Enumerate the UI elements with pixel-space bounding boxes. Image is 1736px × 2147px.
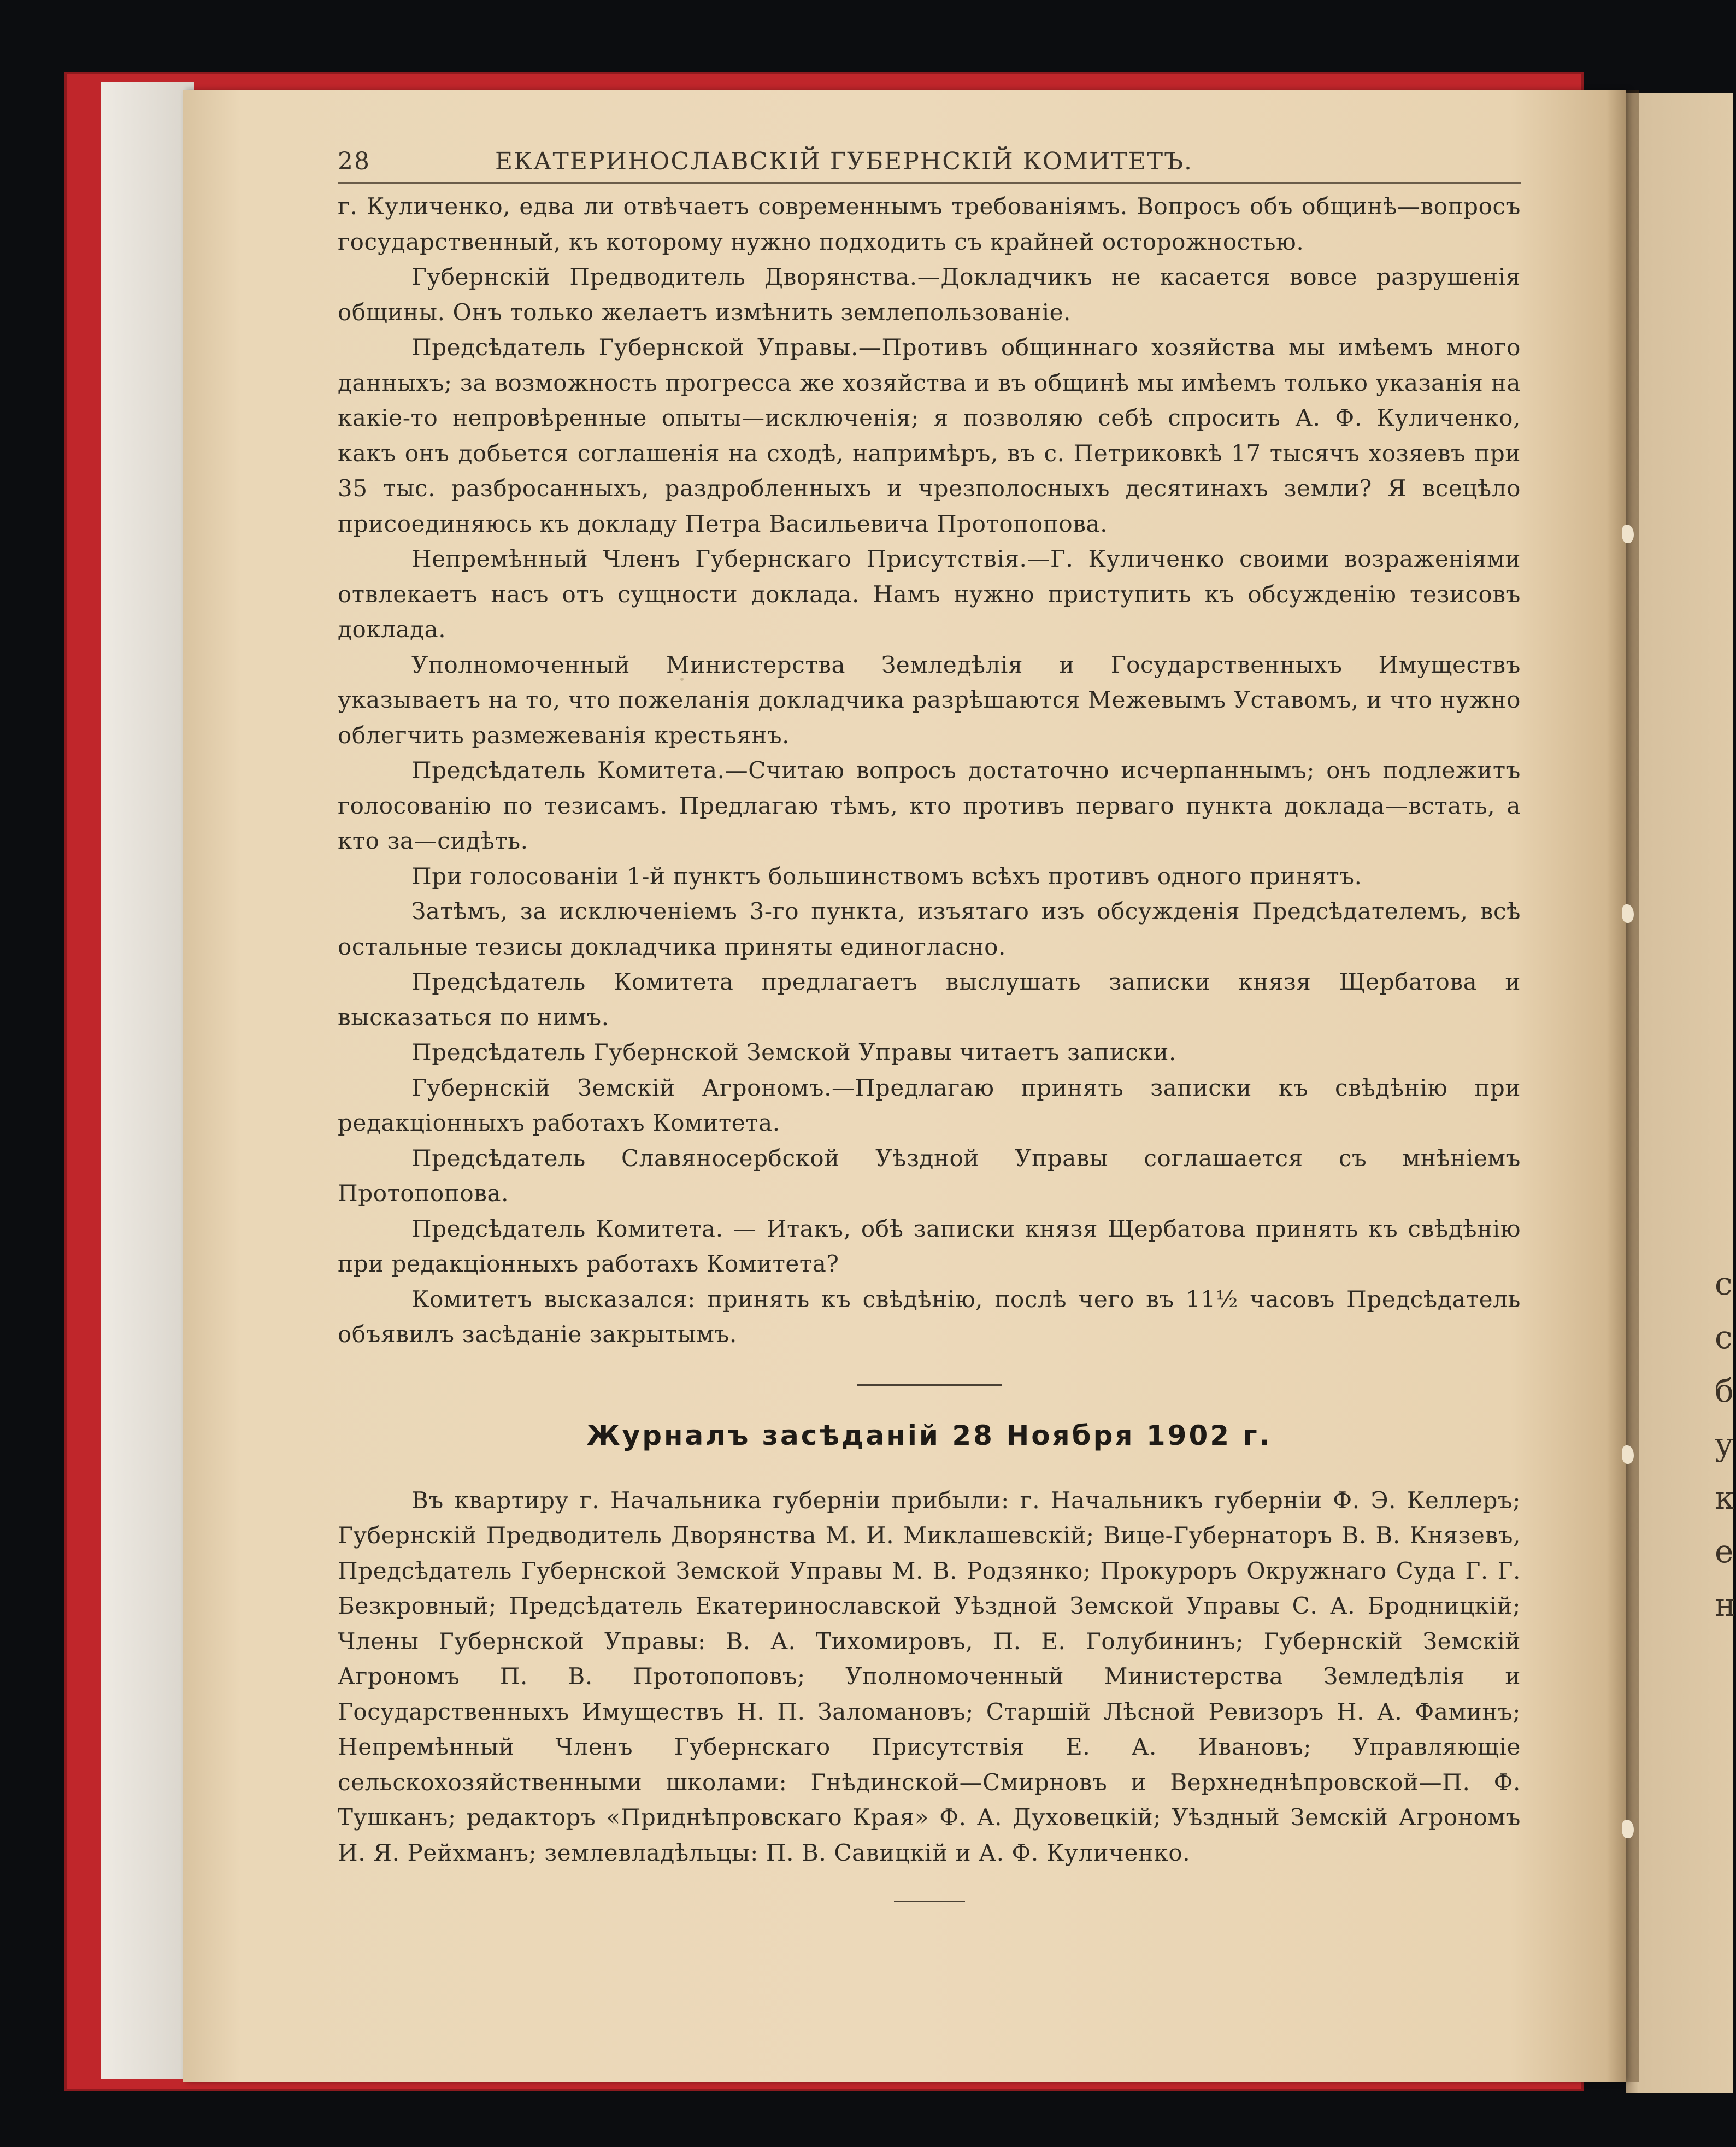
paragraph: г. Куличенко, едва ли отвѣчаетъ современнымъ требованіямъ. Вопросъ объ общинѣ—вопросъ государственный, къ которому нужно подходить съ крайней осторожностью. [338, 193, 1521, 255]
paragraph: Губернскій Земскій Агрономъ.—Предлагаю принять записки къ свѣдѣнію при редакціонныхъ работахъ Комитета. [338, 1074, 1521, 1136]
page-number: 28 [338, 148, 370, 175]
endpaper [101, 82, 194, 2079]
page-gutter-shadow [1606, 90, 1639, 2082]
binding-thread [1622, 1820, 1634, 1838]
paragraph: Въ квартиру г. Начальника губерніи прибыли: г. Начальникъ губерніи Ф. Э. Келлеръ; Губернскій Предводитель Дворянства М. И. Миклашевскій; Вице-Губернаторъ В. В. Князевъ, Предсѣдатель Губернской Земской Управы М. В. Родзянко; Прокуроръ Окружнаго Суда Г. Г. Безкровный; Предсѣдатель Екатеринославской Уѣздной Земской Управы С. А. Бродницкій; Члены Губернской Управы: В. А. Тихомировъ, П. Е. Голубининъ; Губернскій Земскій Агрономъ П. В. Протопоповъ; Уполномоченный Министерства Земледѣлія и Государственныхъ Имуществъ Н. П. Заломановъ; Старшій Лѣсной Ревизоръ Н. А. Фаминъ; Непремѣнный Членъ Губернскаго Присутствія Е. А. Ивановъ; Управляющіе сельскохозяйственными школами: Гнѣдинской—Смирновъ и Верхнеднѣпровской—П. Ф. Тушканъ; редакторъ «Приднѣпровскаго Края» Ф. А. Духовецкій; Уѣздный Земскій Агрономъ И. Я. Рейхманъ; землевладѣльцы: П. В. Савицкій и А. Ф. Куличенко. [338, 1486, 1521, 1866]
paragraph: Непремѣнный Членъ Губернскаго Присутствія.—Г. Куличенко своими возраженіями отвлекаетъ насъ отъ сущности доклада. Намъ нужно приступить къ обсужденію тезисовъ доклада. [338, 545, 1521, 643]
paragraph: Уполномоченный Министерства Земледѣлія и Государственныхъ Имуществъ указываетъ на то, что пожеланія докладчика разрѣшаются Межевымъ Уставомъ, и что нужно облегчить размежеванія крестьянъ. [338, 651, 1521, 749]
paragraph: При голосованіи 1-й пунктъ большинствомъ всѣхъ противъ одного принятъ. [411, 862, 1362, 890]
adjacent-page [1626, 93, 1736, 2093]
running-header [338, 148, 1521, 184]
paper-speck [1231, 350, 1234, 354]
page-text [338, 148, 1521, 1902]
paper-speck [1317, 208, 1321, 212]
body-part1 [338, 189, 1521, 1352]
binding-thread [1622, 1445, 1634, 1464]
section-divider [857, 1384, 1002, 1386]
running-title: ЕКАТЕРИНОСЛАВСКІЙ ГУБЕРНСКІЙ КОМИТЕТЪ. [495, 148, 1193, 175]
adjacent-page-letters: с с б у к е н [1715, 1265, 1736, 1624]
section-heading: Журналъ засѣданій 28 Ноября 1902 г. [586, 1419, 1272, 1451]
paper-speck [680, 678, 684, 681]
paragraph: Комитетъ высказался: принять къ свѣдѣнію, послѣ чего въ 11½ часовъ Предсѣдатель объявилъ засѣданіе закрытымъ. [338, 1285, 1521, 1348]
paragraph: Предсѣдатель Комитета. — Итакъ, обѣ записки князя Щербатова принять къ свѣдѣнію при редакціонныхъ работахъ Комитета? [338, 1215, 1521, 1277]
paragraph: Предсѣдатель Славяносербской Уѣздной Управы соглашается съ мнѣніемъ Протопопова. [338, 1144, 1521, 1207]
paragraph: Предсѣдатель Губернской Управы.—Противъ общиннаго хозяйства мы имѣемъ много данныхъ; за возможность прогресса же хозяйства и въ общинѣ мы имѣемъ только указанія на какіе-то непровѣренные опыты—исключенія; я позволяю себѣ спросить А. Ф. Куличенко, какъ онъ добьется соглашенія на сходѣ, напримѣръ, въ с. Петриковкѣ 17 тысячъ хозяевъ при 35 тыс. разбросанныхъ, раздробленныхъ и чрезполосныхъ десятинахъ земли? Я всецѣло присоединяюсь къ докладу Петра Васильевича Протопопова. [338, 334, 1521, 537]
binding-thread [1622, 525, 1634, 543]
binding-thread [1622, 904, 1634, 923]
paragraph: Предсѣдатель Комитета предлагаетъ выслушать записки князя Щербатова и высказаться по нимъ. [338, 968, 1521, 1031]
end-divider [894, 1901, 965, 1902]
paragraph: Предсѣдатель Губернской Земской Управы читаетъ записки. [411, 1039, 1176, 1066]
paragraph: Предсѣдатель Комитета.—Считаю вопросъ достаточно исчерпаннымъ; онъ подлежитъ голосованію по тезисамъ. Предлагаю тѣмъ, кто противъ перваго пункта доклада—встать, а кто за—сидѣть. [338, 757, 1521, 854]
paragraph: Затѣмъ, за исключеніемъ 3-го пункта, изъятаго изъ обсужденія Предсѣдателемъ, всѣ остальные тезисы докладчика приняты единогласно. [338, 898, 1521, 960]
paragraph: Губернскій Предводитель Дворянства.—Докладчикъ не касается вовсе разрушенія общины. Онъ только желаетъ измѣнить землепользованіе. [338, 263, 1521, 326]
body-part2 [338, 1483, 1521, 1871]
